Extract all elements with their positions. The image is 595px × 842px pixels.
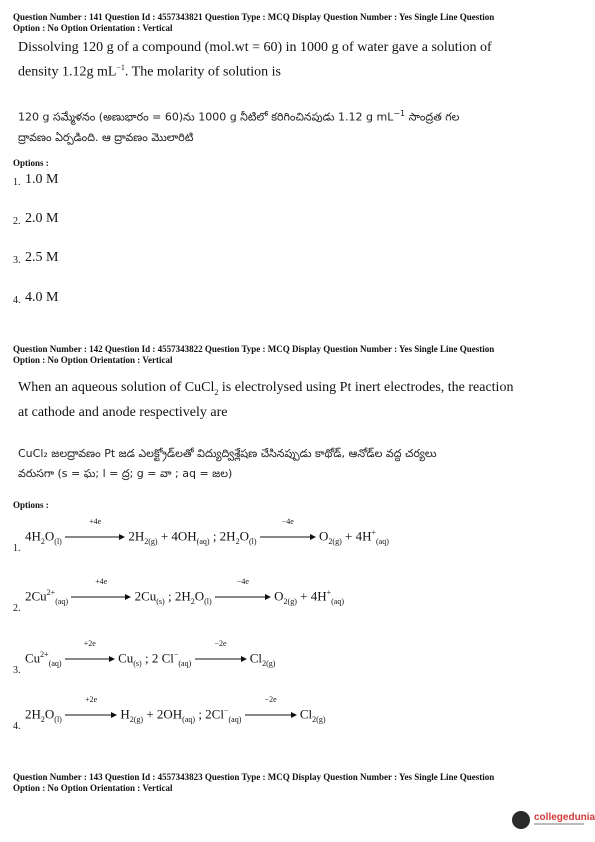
- collegedunia-logo: [512, 811, 595, 829]
- q142-option-2[interactable]: [13, 577, 573, 614]
- option-text: 1.0 M: [25, 172, 59, 187]
- q142-meta: [13, 344, 494, 365]
- q143-meta-line1: Question Number : 143 Question Id : 4557343823 Question Type : MCQ Display Question Number : Yes Single Line Question: [13, 772, 495, 782]
- q142-en-line2: at cathode and anode respectively are: [18, 404, 228, 420]
- option-equation: $Cu^{2+}_{(aq)}$ +2e $Cu_{(s)}$ ; 2 $Cl^-_{(aq)}$ −2e $Cl_{2(g)}$: [25, 639, 276, 668]
- q142-te-line2: వరుసగా (s = ఘ; l = ద్ర; g = వా ; aq = జల): [18, 467, 233, 480]
- q142-te-line1: CuCl₂ జలద్రావణం Pt జడ ఎలక్ట్రోడ్‌లతో విద్యుద్విశ్లేషణ చేసినప్పుడు కాథోడ్, ఆనోడ్‌ల వద్ద చర్యలు: [18, 447, 437, 460]
- q142-en-line1: When an aqueous solution of CuCl: [18, 380, 215, 395]
- q141-question-en: [18, 38, 578, 83]
- q141-question-te: [18, 104, 578, 148]
- option-text: 2.5 M: [25, 250, 59, 265]
- q141-en-line1: Dissolving 120 g of a compound (mol.wt = 60) in 1000 g of water gave a solution of: [18, 40, 492, 55]
- reaction-arrow: +4e: [71, 588, 131, 604]
- q142-options-label: Options :: [13, 500, 49, 510]
- reaction-arrow: +4e: [65, 528, 125, 544]
- reaction-arrow: −2e: [245, 706, 297, 722]
- option-text: 2.0 M: [25, 211, 59, 226]
- q141-te-line1: 120 g సమ్మేళనం (అణుభారం = 60)ను 1000 g నీటిలో కరిగించినపుడు 1.12 g mL: [18, 110, 394, 124]
- option-number: 4.: [13, 721, 21, 732]
- logo-icon: [512, 811, 530, 829]
- option-number: 2.: [13, 216, 21, 227]
- q142-question-en: [18, 378, 578, 423]
- option-equation: $2H_2O_{(l)}$ +2e $H_{2(g)} + 2OH_{(aq)}$ ; $2Cl^-_{(aq)}$ −2e $Cl_{2(g)}$: [25, 695, 326, 724]
- q141-en-line2-sup: −1: [116, 63, 125, 72]
- option-number: 1.: [13, 543, 21, 554]
- reaction-arrow: +2e: [65, 650, 115, 666]
- q141-te-line2: ద్రావణం ఏర్పడింది. ఆ ద్రావణం మొలారిటి: [18, 130, 194, 144]
- q142-meta-line2: Option : No Option Orientation : Vertical: [13, 354, 173, 365]
- option-number: 4.: [13, 295, 21, 306]
- reaction-arrow: −2e: [195, 650, 247, 666]
- q141-te-line1-end: సాంద్రత గల: [405, 110, 460, 124]
- option-number: 2.: [13, 603, 21, 614]
- q141-meta-line2: Option : No Option Orientation : Vertical: [13, 22, 173, 33]
- q143-meta-line2: Option : No Option Orientation : Vertical: [13, 782, 173, 793]
- option-equation: $4H_2O_{(l)}$ +4e $2H_{2(g)} + 4OH_{(aq)}$ ; $2H_2O_{(l)}$ −4e $O_{2(g)} + 4H^+_{(aq)}$: [25, 517, 389, 546]
- q143-meta: [13, 772, 494, 793]
- q142-option-4[interactable]: [13, 695, 573, 732]
- q142-option-1[interactable]: [13, 517, 573, 554]
- option-number: 3.: [13, 665, 21, 676]
- q142-question-te: [18, 444, 578, 484]
- q142-en-line1-sub: 2: [214, 387, 219, 397]
- logo-tagline-bar: [534, 823, 584, 825]
- option-equation: $2Cu^{2+}_{(aq)}$ +4e $2Cu_{(s)}$ ; $2H_2O_{(l)}$ −4e $O_{2(g)} + 4H^+_{(aq)}$: [25, 577, 345, 606]
- option-number: 1.: [13, 177, 21, 188]
- q142-en-line1-end: is electrolysed using Pt inert electrodes, the reaction: [218, 380, 514, 395]
- q142-option-3[interactable]: [13, 639, 573, 676]
- q141-en-line2: density 1.12g mL: [18, 64, 117, 80]
- option-number: 3.: [13, 255, 21, 266]
- q141-meta: [13, 12, 494, 33]
- logo-text: collegedunia: [534, 812, 595, 823]
- q141-options-label: Options :: [13, 158, 49, 168]
- q141-en-line2-end: . The molarity of solution is: [124, 64, 281, 80]
- q142-meta-line1: Question Number : 142 Question Id : 4557343822 Question Type : MCQ Display Question Number : Yes Single Line Question: [13, 344, 495, 354]
- option-text: 4.0 M: [25, 290, 59, 305]
- reaction-arrow: +2e: [65, 706, 117, 722]
- q141-te-line1-sup: −1: [393, 109, 406, 118]
- reaction-arrow: −4e: [260, 528, 316, 544]
- q141-meta-line1: Question Number : 141 Question Id : 4557343821 Question Type : MCQ Display Question Number : Yes Single Line Question: [13, 12, 495, 22]
- reaction-arrow: −4e: [215, 588, 271, 604]
